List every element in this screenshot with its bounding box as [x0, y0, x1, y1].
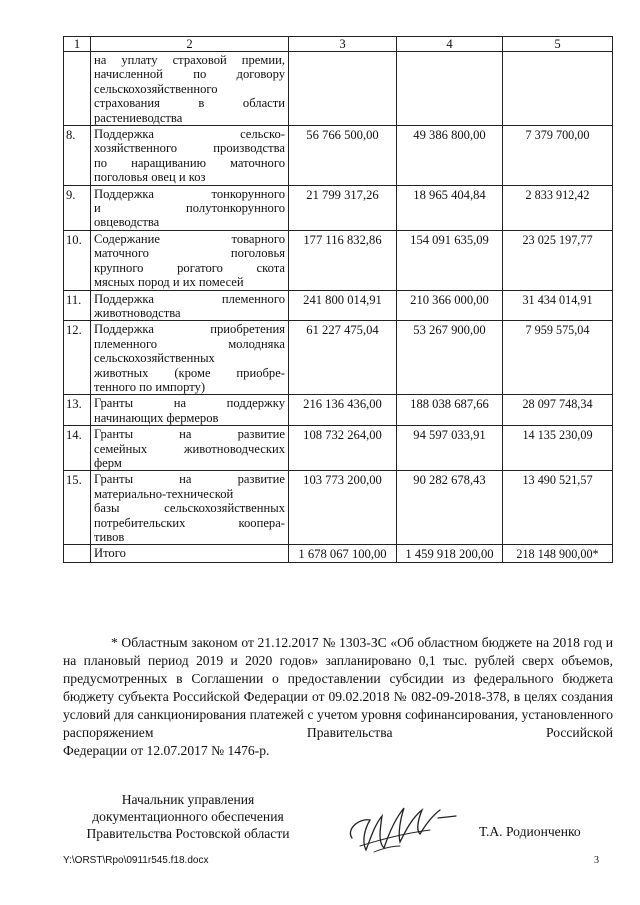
signer-title [63, 791, 313, 842]
amount-col-3: 21 799 317,26 [289, 185, 397, 230]
description-line: поголовья овец и коз [94, 170, 206, 185]
amount-col-5: 14 135 230,09 [503, 426, 613, 471]
description-line: животных (кроме приобре- [94, 365, 285, 380]
description-line: овцеводства [94, 215, 160, 230]
row-description [91, 321, 289, 395]
amount-col-5: 7 379 700,00 [503, 126, 613, 186]
description-line: Гранты на развитие [94, 427, 285, 442]
row-number: 13. [64, 395, 91, 426]
description-line: Гранты на поддержку [94, 396, 285, 411]
amount-col-5: 2 833 912,42 [503, 185, 613, 230]
signer-name: Т.А. Родионченко [479, 824, 581, 839]
footer-file-path: Y:\ORST\Rpo\0911r545.f18.docx [63, 855, 209, 866]
amount-col-4: 18 965 404,84 [397, 185, 503, 230]
description-line: материально-технической [94, 486, 234, 501]
header-cell-4: 4 [397, 37, 503, 52]
table-row [64, 185, 613, 230]
signer-title-line: Начальник управления [121, 792, 255, 807]
footnote-line: создания условий для санкционирования платежей с учетом уровня [63, 689, 614, 722]
description-line: маточного поголовья [94, 246, 285, 261]
row-number: 15. [64, 471, 91, 545]
row-number [64, 545, 91, 562]
row-description [91, 545, 289, 562]
description-line: ферм [94, 455, 122, 470]
description-line: Поддержка племенного [94, 291, 285, 306]
table-row [64, 426, 613, 471]
row-number: 14. [64, 426, 91, 471]
footnote-line: в Соглашении о предоставлении субсидии из федерального бюджета бюджету [63, 671, 613, 704]
signer-title-line: документационного обеспечения [92, 809, 284, 824]
row-description [91, 471, 289, 545]
description-line: потребительских коопера- [94, 515, 285, 530]
table-row [64, 290, 613, 321]
amount-col-5: 13 490 521,57 [503, 471, 613, 545]
row-number: 11. [64, 290, 91, 321]
description-line: тивов [94, 530, 125, 544]
row-number: 12. [64, 321, 91, 395]
description-line: растениеводства [94, 110, 183, 125]
description-line: семейных животноводческих [94, 441, 285, 456]
amount-col-4: 53 267 900,00 [397, 321, 503, 395]
description-line: базы сельскохозяйственных [94, 501, 285, 516]
description-line: страхования в области [94, 96, 285, 111]
description-line: Поддержка тонкорунного [94, 186, 285, 201]
row-number: 10. [64, 230, 91, 290]
description-line: сельскохозяйственных [94, 351, 215, 366]
description-line: тенного по импорту) [94, 379, 206, 394]
footnote-line: субъекта Российской Федерации от 09.02.2018 № 082-09-2018-378, в целях [118, 689, 558, 704]
amount-col-3 [289, 52, 397, 126]
amount-col-3: 56 766 500,00 [289, 126, 397, 186]
table-row [64, 52, 613, 126]
description-line: и полутонкорунного [94, 201, 285, 216]
amount-col-5: 23 025 197,77 [503, 230, 613, 290]
table-row [64, 126, 613, 186]
table-row [64, 321, 613, 395]
amount-col-5: 7 959 575,04 [503, 321, 613, 395]
row-description [91, 395, 289, 426]
amount-col-4: 49 386 800,00 [397, 126, 503, 186]
footnote-line: запланировано 0,1 тыс. рублей сверх объемов, предусмотренных [63, 653, 613, 686]
header-cell-5: 5 [503, 37, 613, 52]
signer-title-line: Правительства Ростовской области [86, 826, 290, 841]
amount-col-4: 154 091 635,09 [397, 230, 503, 290]
row-description [91, 426, 289, 471]
amount-col-5: 218 148 900,00* [503, 545, 613, 562]
description-line: Гранты на развитие [94, 472, 285, 487]
description-line: сельскохозяйственного [94, 81, 218, 96]
header-cell-1: 1 [64, 37, 91, 52]
footnote-line: софинансирования, установленного распоряжением Правительства Российской [63, 707, 614, 740]
description-line: племенного молодняка [94, 336, 285, 351]
amount-col-5: 31 434 014,91 [503, 290, 613, 321]
amount-col-3: 1 678 067 100,00 [289, 545, 397, 562]
table-row [64, 545, 613, 562]
row-number: 8. [64, 126, 91, 186]
header-cell-3: 3 [289, 37, 397, 52]
table-header-row [64, 37, 613, 52]
footnote-line: Федерации от 12.07.2017 № 1476-р. [63, 743, 270, 758]
footnote-line: * Областным законом от 21.12.2017 № 1303-ЗС «Об областном [111, 635, 479, 650]
description-line: Поддержка сельско- [94, 127, 285, 142]
page-number: 3 [594, 855, 599, 866]
amount-col-3: 108 732 264,00 [289, 426, 397, 471]
footnote [63, 634, 613, 760]
row-description [91, 52, 289, 126]
row-description [91, 185, 289, 230]
description-line: крупного рогатого скота [94, 260, 285, 275]
amount-col-4 [397, 52, 503, 126]
amount-col-3: 177 116 832,86 [289, 230, 397, 290]
description-line: по наращиванию маточного [94, 155, 285, 170]
description-line: животноводства [94, 305, 181, 320]
description-line: Содержание товарного [94, 231, 285, 246]
amount-col-4: 90 282 678,43 [397, 471, 503, 545]
description-line: хозяйственного производства [94, 141, 285, 156]
handwritten-signature [340, 790, 460, 860]
description-line: начинающих фермеров [94, 410, 219, 425]
amount-col-3: 61 227 475,04 [289, 321, 397, 395]
footnote-line: бюджете на 2018 год и на плановый период 2019 и 2020 годов» [63, 635, 613, 668]
row-number: 9. [64, 185, 91, 230]
table-row [64, 471, 613, 545]
row-description [91, 126, 289, 186]
amount-col-4: 1 459 918 200,00 [397, 545, 503, 562]
amount-col-5: 28 097 748,34 [503, 395, 613, 426]
table-row [64, 230, 613, 290]
description-line: на уплату страховой премии, [94, 53, 285, 67]
description-line: мясных пород и их помесей [94, 275, 244, 290]
description-line: начисленной по договору [94, 67, 285, 82]
amount-col-3: 103 773 200,00 [289, 471, 397, 545]
budget-table [63, 36, 613, 563]
header-cell-2: 2 [91, 37, 289, 52]
amount-col-3: 216 136 436,00 [289, 395, 397, 426]
amount-col-3: 241 800 014,91 [289, 290, 397, 321]
description-line: Итого [94, 546, 126, 561]
row-description [91, 230, 289, 290]
description-line: Поддержка приобретения [94, 322, 285, 337]
amount-col-4: 210 366 000,00 [397, 290, 503, 321]
amount-col-4: 94 597 033,91 [397, 426, 503, 471]
table-row [64, 395, 613, 426]
row-description [91, 290, 289, 321]
row-number [64, 52, 91, 126]
amount-col-5 [503, 52, 613, 126]
amount-col-4: 188 038 687,66 [397, 395, 503, 426]
